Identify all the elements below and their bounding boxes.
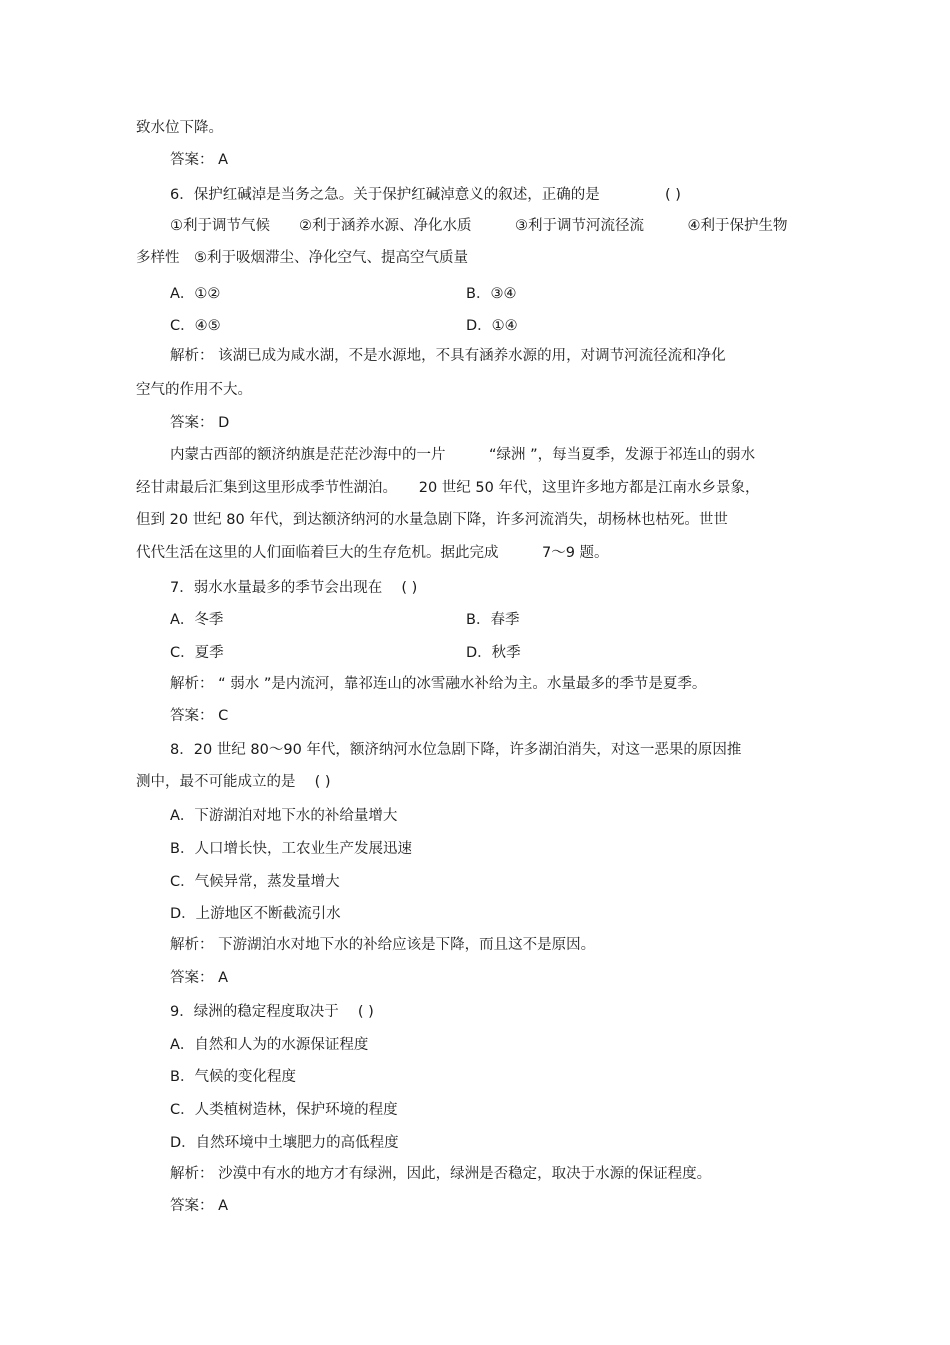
q8-option-b: B．人口增长快，工农业生产发展迅速 bbox=[170, 841, 412, 857]
q7-option-a: A．冬季 bbox=[170, 612, 224, 628]
continuation-line: 致水位下降。 bbox=[136, 120, 223, 136]
q6-stem: 6．保护红碱淖是当务之急。关于保护红碱淖意义的叙述，正确的是 bbox=[170, 187, 600, 203]
q8-option-c: C．气候异常，蒸发量增大 bbox=[170, 874, 340, 890]
answer-q6: 答案： D bbox=[170, 415, 230, 431]
q7-option-d: D．秋季 bbox=[466, 645, 521, 661]
q9-option-b: B．气候的变化程度 bbox=[170, 1069, 296, 1085]
q9-option-d: D．自然环境中土壤肥力的高低程度 bbox=[170, 1135, 399, 1151]
q7-stem: 7．弱水水量最多的季节会出现在 ( ) bbox=[170, 580, 418, 596]
answer-q7: 答案： C bbox=[170, 708, 229, 724]
q6-explanation-1: 解析： 该湖已成为咸水湖，不是水源地，不具有涵养水源的用，对调节河流径流和净化 bbox=[170, 348, 726, 364]
q8-stem-2: 测中，最不可能成立的是 ( ) bbox=[136, 774, 331, 790]
q9-option-a: A．自然和人为的水源保证程度 bbox=[170, 1037, 369, 1053]
q6-option-d: D．①④ bbox=[466, 318, 518, 334]
passage-line-4: 代代生活在这里的人们面临着巨大的生存危机。据此完成 7～9 题。 bbox=[136, 545, 609, 561]
q9-explanation: 解析： 沙漠中有水的地方才有绿洲，因此，绿洲是否稳定，取决于水源的保证程度。 bbox=[170, 1166, 712, 1182]
q7-option-c: C．夏季 bbox=[170, 645, 224, 661]
q8-option-a: A．下游湖泊对地下水的补给量增大 bbox=[170, 808, 398, 824]
q9-option-c: C．人类植树造林，保护环境的程度 bbox=[170, 1102, 398, 1118]
q6-option-c: C．④⑤ bbox=[170, 318, 221, 334]
passage-line-3: 但到 20 世纪 80 年代，到达额济纳河的水量急剧下降，许多河流消失，胡杨林也枯死。世世 bbox=[136, 512, 728, 528]
answer-q9: 答案： A bbox=[170, 1198, 229, 1214]
q9-stem: 9．绿洲的稳定程度取决于 ( ) bbox=[170, 1004, 374, 1020]
q8-stem-1: 8．20 世纪 80～90 年代，额济纳河水位急剧下降，许多湖泊消失，对这一恶果的原因推 bbox=[170, 742, 742, 758]
q6-explanation-2: 空气的作用不大。 bbox=[136, 382, 252, 398]
answer-q8: 答案： A bbox=[170, 970, 229, 986]
q8-option-d: D．上游地区不断截流引水 bbox=[170, 906, 341, 922]
q6-option-b: B．③④ bbox=[466, 286, 517, 302]
q7-option-b: B．春季 bbox=[466, 612, 520, 628]
q6-options-line2: 多样性 ⑤利于吸烟滞尘、净化空气、提高空气质量 bbox=[136, 250, 468, 266]
q6-options-line1: ①利于调节气候 ②利于涵养水源、净化水质 ③利于调节河流径流 ④利于保护生物 bbox=[170, 218, 788, 234]
q6-option-a: A．①② bbox=[170, 286, 221, 302]
passage-line-1: 内蒙古西部的额济纳旗是茫茫沙海中的一片 “绿洲 ”，每当夏季，发源于祁连山的弱水 bbox=[170, 447, 756, 463]
passage-line-2: 经甘肃最后汇集到这里形成季节性湖泊。 20 世纪 50 年代，这里许多地方都是江南水乡景象， bbox=[136, 480, 760, 496]
answer-q5: 答案： A bbox=[170, 152, 229, 168]
q8-explanation: 解析： 下游湖泊水对地下水的补给应该是下降，而且这不是原因。 bbox=[170, 937, 596, 953]
q6-paren: ( ) bbox=[665, 187, 681, 203]
q7-explanation: 解析： “ 弱水 ”是内流河，靠祁连山的冰雪融水补给为主。水量最多的季节是夏季。 bbox=[170, 676, 707, 692]
